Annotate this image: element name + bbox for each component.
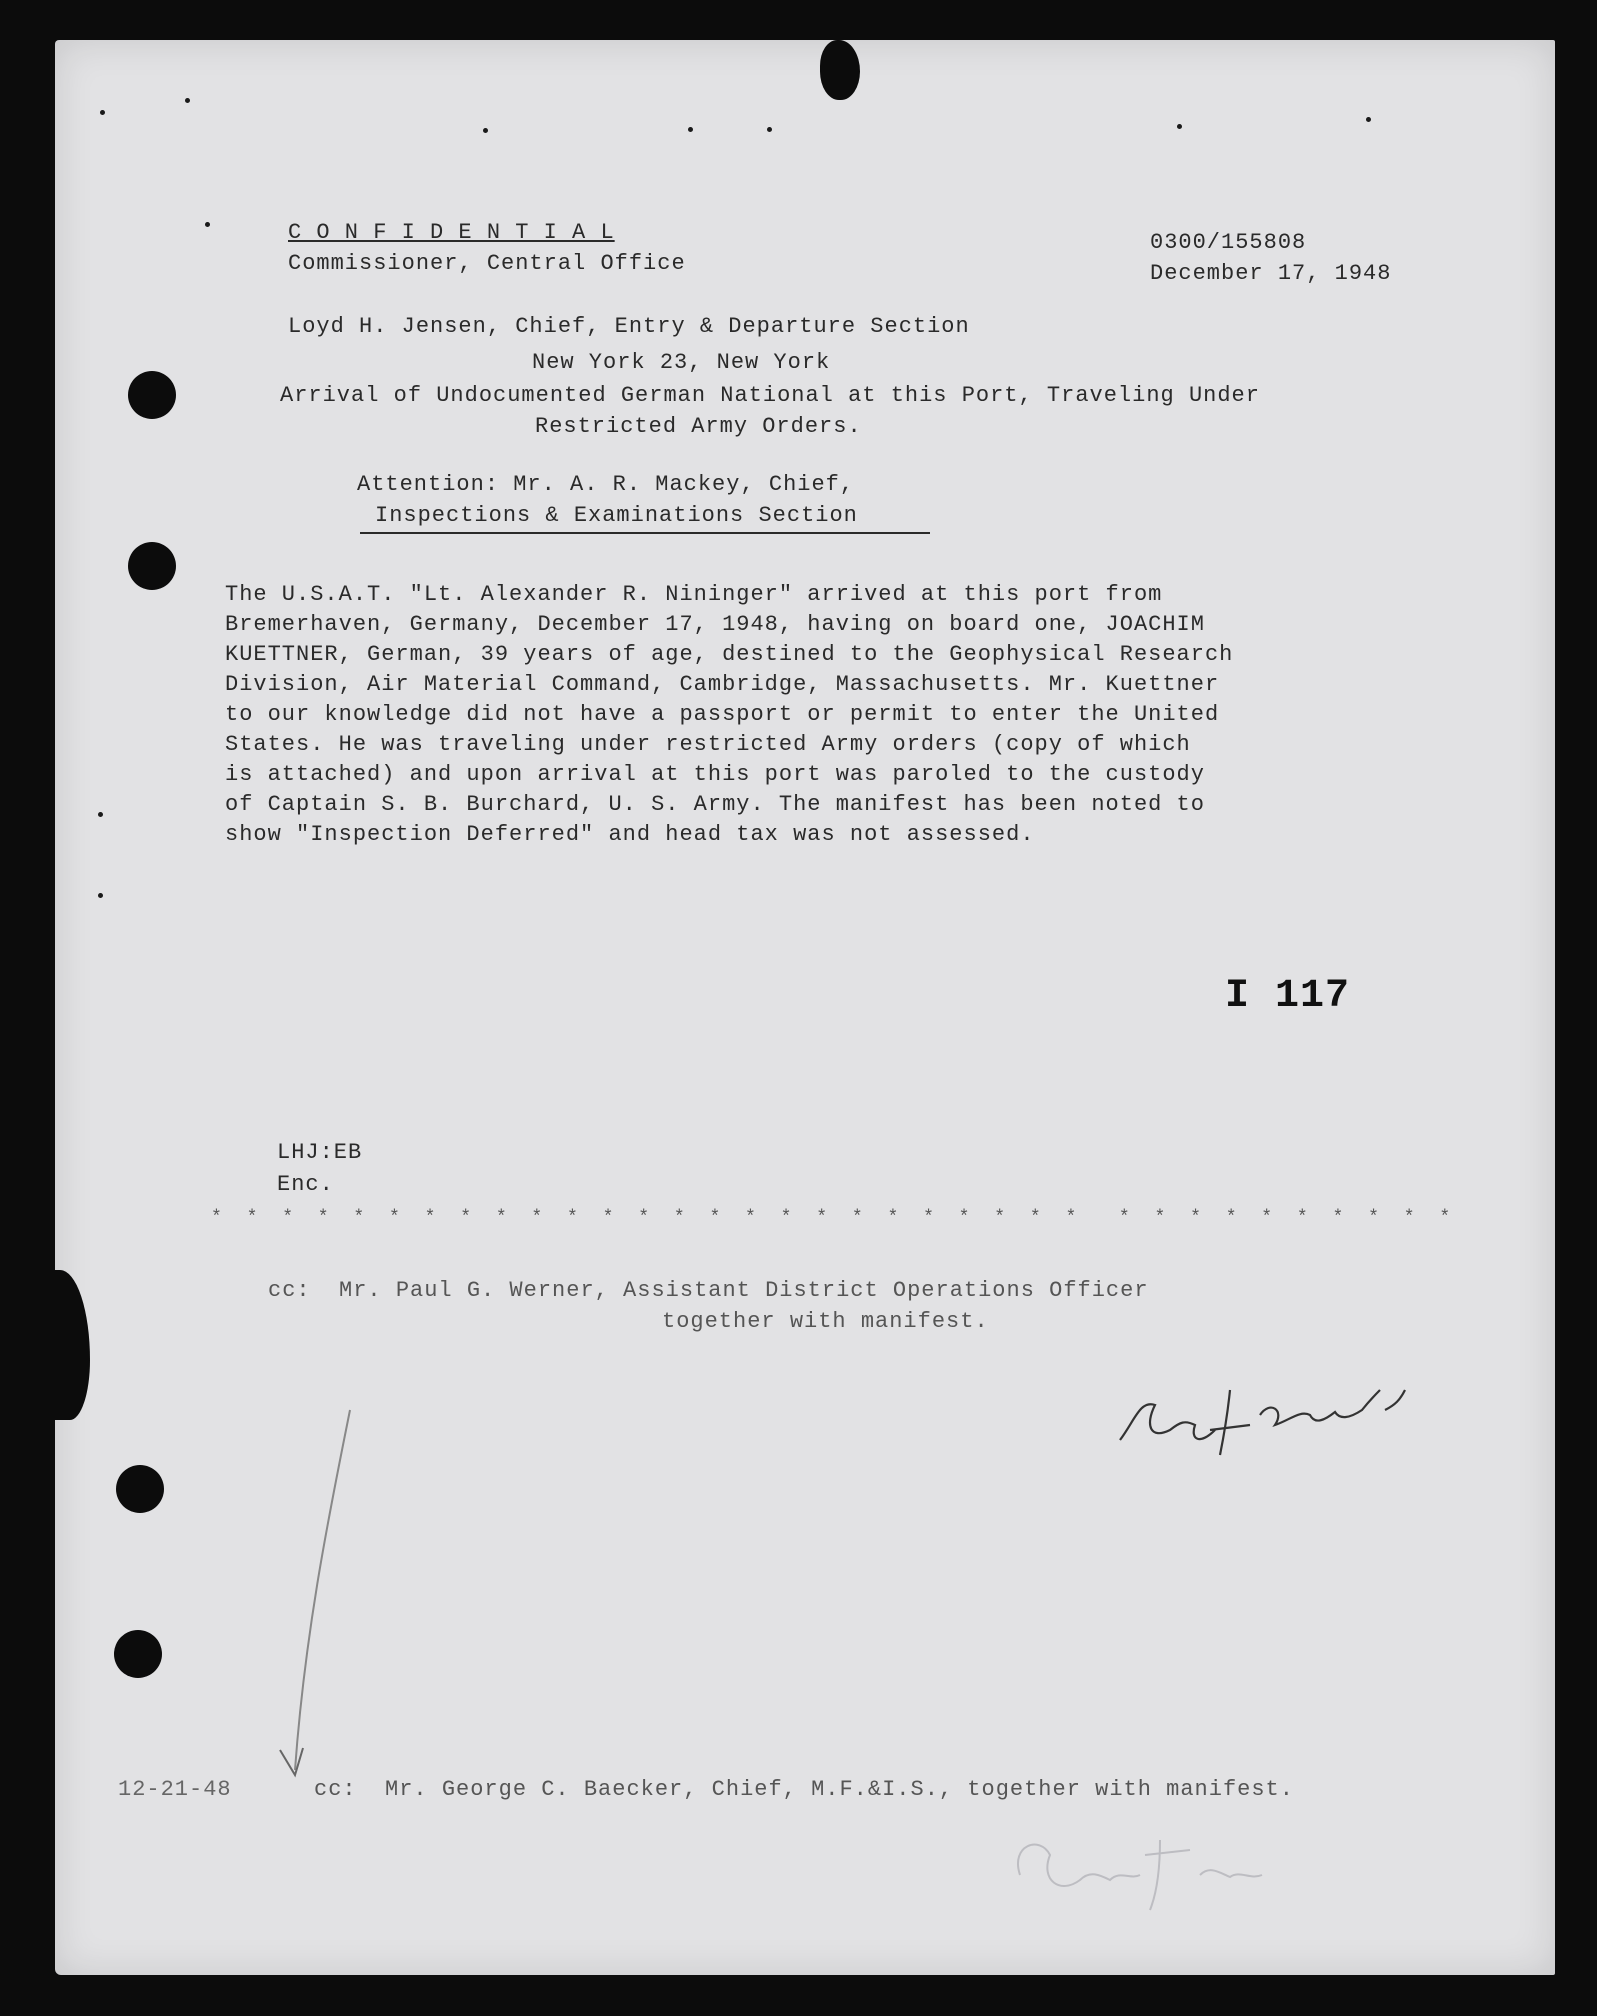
speck [98, 812, 103, 817]
body-line: Bremerhaven, Germany, December 17, 1948, having on board one, JOACHIM [225, 612, 1205, 637]
separator-line: * * * * * * * * * * * * * * * * * * * * * * * * * * * * * * * * * * * [211, 1208, 1458, 1228]
attention-underline [360, 532, 930, 534]
cc-line: cc: Mr. Paul G. Werner, Assistant District Operations Officer [268, 1278, 1149, 1303]
subject-line-2: Restricted Army Orders. [535, 414, 862, 439]
punch-hole [128, 371, 176, 419]
punch-hole [128, 542, 176, 590]
attention-section: Inspections & Examinations Section [375, 503, 858, 528]
body-line: of Captain S. B. Burchard, U. S. Army. The manifest has been noted to [225, 792, 1205, 817]
speck [205, 222, 210, 227]
body-line: States. He was traveling under restricted Army orders (copy of which [225, 732, 1191, 757]
speck [185, 98, 190, 103]
body-line: KUETTNER, German, 39 years of age, destined to the Geophysical Research [225, 642, 1234, 667]
speck [767, 127, 772, 132]
sender-address: New York 23, New York [532, 350, 831, 375]
body-line: is attached) and upon arrival at this port was paroled to the custody [225, 762, 1205, 787]
body-line: show "Inspection Deferred" and head tax was not assessed. [225, 822, 1035, 847]
stamp-number: I 117 [1225, 974, 1351, 1019]
arrow-line [270, 1390, 390, 1790]
speck [483, 128, 488, 133]
body-paragraph [225, 580, 1425, 850]
body-line: Division, Air Material Command, Cambridge, Massachusetts. Mr. Kuettner [225, 672, 1220, 697]
ink-stain [820, 40, 860, 100]
body-line: The U.S.A.T. "Lt. Alexander R. Nininger" arrived at this port from [225, 582, 1163, 607]
signature [1100, 1330, 1500, 1480]
document-date: December 17, 1948 [1150, 261, 1392, 286]
classification-heading: C O N F I D E N T I A L [288, 220, 615, 245]
cc-line-bottom: cc: Mr. George C. Baecker, Chief, M.F.&I.S., together with manifest. [314, 1777, 1294, 1802]
addressee-office: Commissioner, Central Office [288, 251, 686, 276]
cc-date: 12-21-48 [118, 1777, 232, 1802]
typist-initials: LHJ:EB [277, 1140, 363, 1165]
cc-line-2: together with manifest. [662, 1309, 989, 1334]
punch-hole [116, 1465, 164, 1513]
sender-line: Loyd H. Jensen, Chief, Entry & Departure Section [288, 314, 970, 339]
attention-line: Attention: Mr. A. R. Mackey, Chief, [357, 472, 855, 497]
speck [688, 127, 693, 132]
punch-hole [114, 1630, 162, 1678]
speck [100, 110, 105, 115]
enclosure-note: Enc. [277, 1172, 334, 1197]
speck [1366, 117, 1371, 122]
faint-signature [1000, 1825, 1320, 1915]
file-number: 0300/155808 [1150, 230, 1307, 255]
subject-line: Arrival of Undocumented German National at this Port, Traveling Under [280, 383, 1260, 408]
body-line: to our knowledge did not have a passport or permit to enter the United [225, 702, 1220, 727]
speck [1177, 124, 1182, 129]
speck [98, 893, 103, 898]
